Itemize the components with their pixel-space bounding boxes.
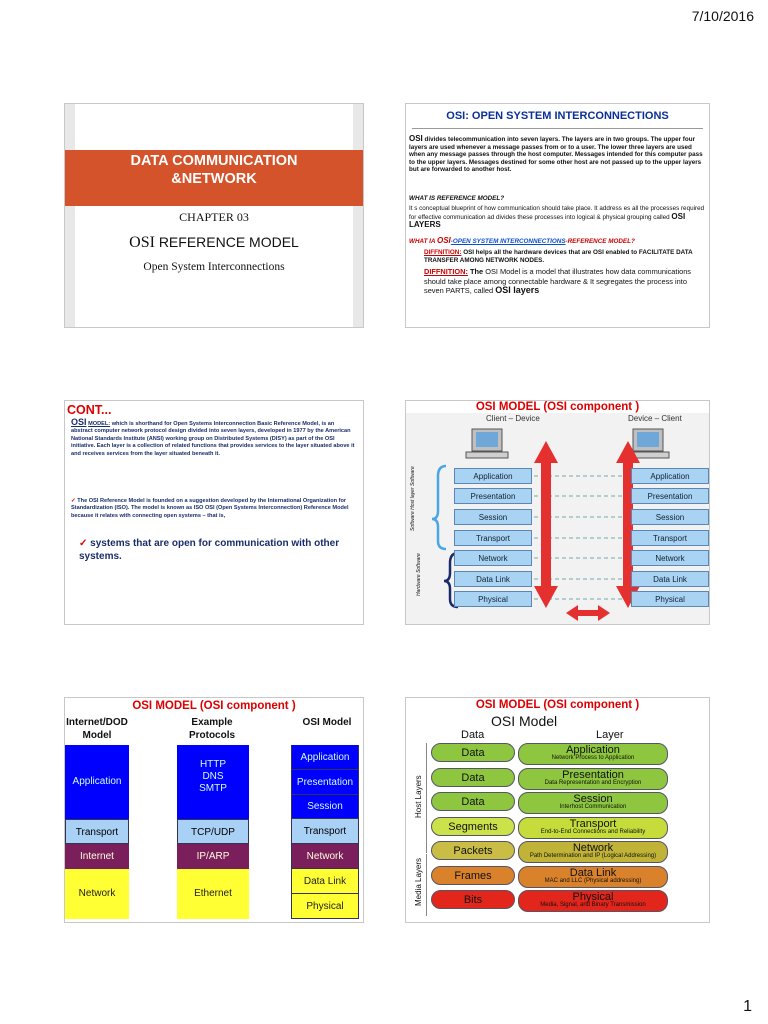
layer-pill <box>518 890 668 912</box>
layer-column-label: Layer <box>596 729 624 741</box>
iso-paragraph <box>71 498 354 520</box>
media-layers-label: Media Layers <box>414 857 423 906</box>
layer-name: Data Link <box>569 866 617 879</box>
page-number: 1 <box>743 998 752 1015</box>
layer-pill <box>518 792 668 814</box>
layer-name: Network <box>572 842 614 854</box>
open-systems-text: systems that are open for communication with other systems. <box>79 538 340 562</box>
osi-paragraph-text: divides telecommunication into seven layers. The layers are in two groups. The upper four layers are used whenever a message passes from or to a user. The lower three layers are used when any message passes through the host computer. Messages intended for this computer pass to the upper layers. Messages destined for some other host are not passed up to the upper layers but are forwarded to another host. <box>409 136 703 174</box>
layer-name: Session <box>573 793 613 805</box>
osi-layer-block: Transport <box>291 819 359 844</box>
host-layers-label: Host Layers <box>414 775 423 818</box>
definition-1-osi: OSI <box>463 249 475 256</box>
dod-internet: Internet <box>65 844 129 869</box>
layer-box-left: Transport <box>454 530 532 546</box>
layer-box-right: Application <box>631 468 709 484</box>
slide-osi-definition <box>405 103 710 328</box>
divider <box>412 128 703 129</box>
dod-header: Internet/DOD Model <box>66 717 128 741</box>
data-unit-pill: Packets <box>431 841 515 860</box>
layer-box-right: Presentation <box>631 488 709 504</box>
check-icon: ✓ <box>71 498 76 504</box>
data-unit-pill: Data <box>431 768 515 787</box>
layer-pill <box>518 866 668 888</box>
protocol-label: DNS <box>202 771 224 782</box>
osi-layer-block: Physical <box>291 894 359 919</box>
protocols-transport: TCP/UDP <box>177 819 249 844</box>
dod-application: Application <box>65 745 129 819</box>
reference-model-label <box>65 234 363 252</box>
protocols-network: Ethernet <box>177 869 249 919</box>
protocol-label: HTTP <box>199 759 227 770</box>
question-prefix: WHAT IA <box>409 238 437 245</box>
slide-dod-comparison <box>64 697 364 923</box>
question-osi <box>409 237 709 246</box>
subtitle: Open System Interconnections <box>143 261 285 273</box>
data-unit-pill: Data <box>431 792 515 811</box>
reference-model-word: REFERENCE MODEL <box>158 234 299 250</box>
dod-transport: Transport <box>65 819 129 844</box>
answer-highlight: OSI LAYERS <box>409 211 686 230</box>
layer-description: Media, Signal, and Binary Transmission <box>540 902 646 908</box>
osi-layer-block: Session <box>291 795 359 819</box>
layer-description: Data Representation and Encryption <box>544 779 642 786</box>
layer-pill <box>518 768 668 790</box>
dod-network: Network <box>65 869 129 919</box>
layer-box-left: Session <box>454 509 532 525</box>
chapter-label: CHAPTER 03 <box>179 210 249 224</box>
osi-word: OSI <box>129 234 155 251</box>
media-divider <box>426 854 427 916</box>
client-label-left: Client – Device <box>486 414 540 423</box>
data-unit-pill: Frames <box>431 866 515 885</box>
osi-layer-block: Network <box>291 844 359 869</box>
definition-1-text: helps all the hardware devices that are OSI enabled to FACILITATE DATA TRANSFER AMONG NETWORK NODES. <box>424 249 693 264</box>
slide-heading: OSI: OPEN SYSTEM INTERCONNECTIONS <box>446 110 669 122</box>
definition-2-label: DIFFNITION: <box>424 267 468 276</box>
layer-box-right: Transport <box>631 530 709 546</box>
layer-box-right: Data Link <box>631 571 709 587</box>
protocols-header: Example Protocols <box>188 717 236 741</box>
iso-paragraph-text: The OSI Reference Model is founded on a suggestion developed by the International Organization for Standardization (ISO). The model is known as ISO OSI (Open Systems Interconnection) Reference Model because it relates with connecting open systems – that is, <box>71 498 349 519</box>
answer-text: It s conceptual blueprint of how communication should take place. It address es all the processes required for effective communication ad divides these processes into logical & physical grouping called <box>409 205 705 221</box>
slide-heading: OSI MODEL (OSI component ) <box>475 699 640 711</box>
osi-header: OSI Model <box>302 717 352 728</box>
data-column-label: Data <box>461 729 485 741</box>
definition-2 <box>424 267 704 296</box>
question-osi-word: OSI <box>436 236 451 245</box>
layer-pill <box>518 743 668 765</box>
osi-model-text: which is shorthand for Open Systems Interconnection Basic Reference Model, is an abstract computer network protocol design divided into seven layers, developed in 1977 by the American National Standards Institute (ANSI) working group on Distributed Systems (DISY) as part of the OSI initiative. Each layer is a collection of related functions that provides services to the layer situated above it and receives services from the layer situated beneath it. <box>71 421 355 457</box>
osi-layer-block: Data Link <box>291 869 359 894</box>
osi-label: OSI <box>71 417 87 427</box>
hardware-side-label: Hardware Software <box>416 553 422 596</box>
title-line-1: DATA COMMUNICATION <box>130 153 298 169</box>
layer-description: End-to-End Connections and Reliability <box>540 828 646 835</box>
software-side-label: Software Host layer Software <box>410 466 416 531</box>
data-unit-pill: Data <box>431 743 515 762</box>
slide-osi-layer-table <box>405 697 710 923</box>
osi-layer-block: Application <box>291 745 359 770</box>
layer-name: Presentation <box>562 768 624 781</box>
layer-box-left: Application <box>454 468 532 484</box>
model-label: MODEL: <box>88 421 111 427</box>
title-band <box>65 150 363 206</box>
question-suffix: -REFERENCE MODEL? <box>565 238 635 245</box>
layer-name: Application <box>566 744 620 756</box>
data-unit-pill: Bits <box>431 890 515 909</box>
slide-heading: OSI MODEL (OSI component ) <box>132 700 296 712</box>
protocol-label: SMTP <box>199 783 227 794</box>
layer-description: Path Determination and IP (Logical Addressing) <box>529 853 657 859</box>
check-icon: ✓ <box>79 538 88 549</box>
computer-icon-left <box>466 429 508 458</box>
layer-box-left: Data Link <box>454 571 532 587</box>
osi-label: OSI <box>409 134 423 143</box>
definition-2-tail: OSI layers <box>495 285 540 296</box>
open-systems-statement <box>79 538 354 563</box>
question-reference-model: WHAT IS REFERENCE MODEL? <box>409 195 505 202</box>
osi-paragraph <box>409 135 709 174</box>
title-line-2: &NETWORK <box>171 171 257 187</box>
layer-box-left: Presentation <box>454 488 532 504</box>
definition-1-label: DIFFNITION: <box>424 249 462 256</box>
osi-model-paragraph <box>71 419 356 458</box>
layer-box-left: Physical <box>454 591 532 607</box>
layer-pill <box>518 841 668 863</box>
layer-description: Interhost Communication <box>559 804 627 810</box>
definition-2-pre: The <box>470 267 484 276</box>
host-divider <box>426 743 427 853</box>
client-label-right: Device – Client <box>628 414 682 423</box>
slide-osi-component-diagram <box>405 400 710 625</box>
layer-box-left: Network <box>454 550 532 566</box>
layer-description: Network Process to Application <box>551 755 635 761</box>
question-middle: -OPEN SYSTEM INTERCONNECTIONS <box>450 238 566 245</box>
layer-box-right: Network <box>631 550 709 566</box>
slide-title <box>64 103 364 328</box>
date-stamp: 7/10/2016 <box>691 8 754 24</box>
definition-2-text: OSI Model is a model that illustrates how data communications should take place among connectable hardware & It segregates the process into seven PARTS, called <box>424 267 692 296</box>
layer-name: Physical <box>572 891 614 903</box>
definition-1 <box>424 249 704 264</box>
slide-heading: OSI MODEL (OSI component ) <box>475 401 640 413</box>
data-unit-pill: Segments <box>431 817 515 836</box>
answer-reference-model <box>409 205 705 230</box>
layer-pill <box>518 817 668 839</box>
layer-name: Transport <box>569 817 617 830</box>
slide-cont <box>64 400 364 625</box>
layer-description: MAC and LLC (Physical addressing) <box>544 877 642 884</box>
protocols-application <box>177 745 249 819</box>
osi-layer-block: Presentation <box>291 770 359 795</box>
osi-model-heading: OSI Model <box>491 713 558 729</box>
layer-box-right: Physical <box>631 591 709 607</box>
protocols-internet: IP/ARP <box>177 844 249 869</box>
layer-box-right: Session <box>631 509 709 525</box>
cont-heading: CONT... <box>67 403 112 417</box>
